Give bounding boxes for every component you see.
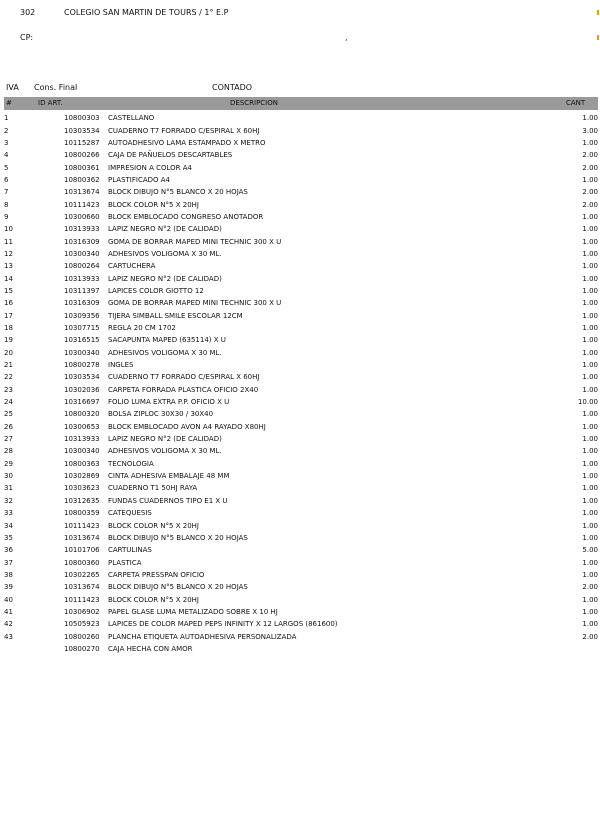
row-number: 41 <box>4 607 13 616</box>
row-description: BLOCK EMBLOCADO AVON A4 RAYADO X80HJ <box>108 422 266 431</box>
column-header-id: ID ART. <box>38 99 63 107</box>
row-number: 10 <box>4 225 13 234</box>
row-article-id: 10115287 <box>64 138 100 147</box>
row-description: CAJA HECHA CON AMOR <box>108 644 193 653</box>
table-row <box>4 285 598 297</box>
row-description: BOLSA ZIPLOC 30X30 / 30X40 <box>108 410 214 419</box>
row-description: AUTOADHESIVO LAMA ESTAMPADO X METRO <box>108 138 266 147</box>
row-article-id: 10316515 <box>64 336 100 345</box>
row-quantity: 1.00 <box>582 262 598 271</box>
row-article-id: 10302036 <box>64 385 100 394</box>
row-article-id: 10311397 <box>64 286 100 295</box>
row-description: CUADERNO T1 50HJ RAYA <box>108 484 198 493</box>
row-article-id: 10303534 <box>64 373 100 382</box>
row-article-id: 10800260 <box>64 632 100 641</box>
row-number: 27 <box>4 435 13 444</box>
row-description: FOLIO LUMA EXTRA P.P. OFICIO X U <box>108 398 230 407</box>
row-article-id: 10800320 <box>64 410 100 419</box>
row-number: 39 <box>4 583 13 592</box>
row-article-id: 10300340 <box>64 447 100 456</box>
row-article-id: 10313674 <box>64 188 100 197</box>
row-number: 18 <box>4 324 13 333</box>
row-quantity: 1.00 <box>582 274 598 283</box>
row-article-id: 10316309 <box>64 299 100 308</box>
row-article-id: 10316697 <box>64 398 100 407</box>
row-quantity: 1.00 <box>582 607 598 616</box>
table-row <box>4 519 598 531</box>
row-description: REGLA 20 CM 1702 <box>108 324 176 333</box>
column-header-cant: CANT <box>566 99 586 107</box>
row-number <box>4 643 64 655</box>
row-quantity: 1.00 <box>582 336 598 345</box>
row-number: 21 <box>4 361 13 370</box>
table-row <box>4 137 598 149</box>
row-article-id: 10300653 <box>64 422 100 431</box>
row-quantity: 1.00 <box>582 311 598 320</box>
school-name: COLEGIO SAN MARTIN DE TOURS / 1° E.P <box>64 8 229 17</box>
row-number: 40 <box>4 595 13 604</box>
row-quantity: 2.00 <box>582 188 598 197</box>
row-description: PAPEL GLASE LUMA METALIZADO SOBRE X 10 HJ <box>108 607 278 616</box>
row-description: LAPICES COLOR GIOTTO 12 <box>108 286 204 295</box>
row-article-id: 10800363 <box>64 459 100 468</box>
row-quantity: 3.00 <box>582 126 598 135</box>
row-number: 32 <box>4 496 13 505</box>
row-number: 5 <box>4 163 9 172</box>
row-article-id: 10800359 <box>64 509 100 518</box>
table-row <box>4 507 598 519</box>
row-description: PLASTICA <box>108 558 142 567</box>
row-article-id: 10800266 <box>64 151 100 160</box>
row-quantity: 1.00 <box>582 521 598 530</box>
row-number: 23 <box>4 385 13 394</box>
table-row <box>4 235 598 247</box>
table-row <box>4 593 598 605</box>
row-quantity: 1.00 <box>582 509 598 518</box>
row-number: 38 <box>4 570 13 579</box>
table-row <box>4 606 598 618</box>
row-quantity: 1.00 <box>582 361 598 370</box>
row-description: ADHESIVOS VOLIGOMA X 30 ML. <box>108 447 222 456</box>
row-quantity: 1.00 <box>582 472 598 481</box>
row-article-id: 10313933 <box>64 225 100 234</box>
table-row <box>4 310 598 322</box>
row-description: CARPETA FORRADA PLASTICA OFICIO 2X40 <box>108 385 259 394</box>
row-number: 33 <box>4 509 13 518</box>
row-quantity: 1.00 <box>582 138 598 147</box>
row-number: 31 <box>4 484 13 493</box>
row-article-id: 10313933 <box>64 274 100 283</box>
row-number: 17 <box>4 311 13 320</box>
row-number: 24 <box>4 398 13 407</box>
row-quantity: 1.00 <box>582 422 598 431</box>
row-article-id: 10800264 <box>64 262 100 271</box>
margin-mark-top <box>597 10 599 15</box>
table-row <box>4 482 598 494</box>
row-article-id: 10800361 <box>64 163 100 172</box>
row-number: 42 <box>4 620 13 629</box>
row-description: CARTULINAS <box>108 546 152 555</box>
row-quantity: 1.00 <box>582 299 598 308</box>
row-quantity: 1.00 <box>582 324 598 333</box>
table-row <box>4 408 598 420</box>
row-article-id: 10300340 <box>64 249 100 258</box>
payment-type: CONTADO <box>212 83 253 92</box>
row-description: TECNOLOGIA <box>108 459 154 468</box>
row-number: 6 <box>4 175 9 184</box>
table-row <box>4 322 598 334</box>
cp-label: CP: <box>20 33 34 42</box>
row-number: 36 <box>4 546 13 555</box>
row-number: 35 <box>4 533 13 542</box>
order-code: 302 <box>20 8 36 17</box>
row-quantity: 2.00 <box>582 200 598 209</box>
row-quantity: 1.00 <box>582 212 598 221</box>
row-number: 19 <box>4 336 13 345</box>
row-article-id: 10800278 <box>64 361 100 370</box>
table-row <box>4 297 598 309</box>
row-quantity: 1.00 <box>582 348 598 357</box>
row-quantity: 1.00 <box>582 225 598 234</box>
table-row <box>4 124 598 136</box>
items-table-body <box>4 112 598 655</box>
row-quantity: 1.00 <box>582 410 598 419</box>
table-row <box>4 186 598 198</box>
row-description: IMPRESION A COLOR A4 <box>108 163 192 172</box>
row-number: 14 <box>4 274 13 283</box>
row-article-id: 10300660 <box>64 212 100 221</box>
row-article-id: 10313933 <box>64 435 100 444</box>
row-number: 30 <box>4 472 13 481</box>
row-description: INGLES <box>108 361 134 370</box>
row-article-id: 10313674 <box>64 583 100 592</box>
row-quantity: 1.00 <box>582 447 598 456</box>
row-description: CATEQUESIS <box>108 509 152 518</box>
row-number: 4 <box>4 151 9 160</box>
row-quantity: 1.00 <box>582 558 598 567</box>
column-header-num: # <box>6 99 12 107</box>
margin-mark-cp <box>597 35 599 40</box>
row-article-id: 10800362 <box>64 175 100 184</box>
row-quantity: 1.00 <box>582 286 598 295</box>
table-row <box>4 211 598 223</box>
row-article-id: 10800270 <box>64 644 100 653</box>
row-number: 34 <box>4 521 13 530</box>
cp-comma: , <box>345 33 348 42</box>
table-row <box>4 581 598 593</box>
table-row <box>4 260 598 272</box>
row-quantity: 1.00 <box>582 385 598 394</box>
row-article-id: 10312635 <box>64 496 100 505</box>
row-article-id: 10302869 <box>64 472 100 481</box>
row-description: TIJERA SIMBALL SMILE ESCOLAR 12CM <box>108 311 243 320</box>
row-quantity: 1.00 <box>582 533 598 542</box>
table-row <box>4 643 598 655</box>
row-number: 28 <box>4 447 13 456</box>
table-row <box>4 149 598 161</box>
table-row <box>4 359 598 371</box>
row-article-id: 10309356 <box>64 311 100 320</box>
row-article-id: 10101706 <box>64 546 100 555</box>
table-row <box>4 174 598 186</box>
row-number: 25 <box>4 410 13 419</box>
row-quantity: 1.00 <box>582 620 598 629</box>
row-number: 1 <box>4 114 9 123</box>
table-row <box>4 198 598 210</box>
row-quantity: 1.00 <box>582 249 598 258</box>
row-quantity: 2.00 <box>582 583 598 592</box>
row-number: 16 <box>4 299 13 308</box>
iva-label: IVA <box>6 83 19 92</box>
row-article-id: 10307715 <box>64 324 100 333</box>
row-number: 7 <box>4 188 9 197</box>
row-description: LAPIZ NEGRO N°2 (DE CALIDAD) <box>108 274 222 283</box>
row-description: BLOCK EMBLOCADO CONGRESO ANOTADOR <box>108 212 264 221</box>
row-description: GOMA DE BORRAR MAPED MINI TECHNIC 300 X U <box>108 237 282 246</box>
row-article-id: 10111423 <box>64 595 100 604</box>
table-row <box>4 223 598 235</box>
row-number: 2 <box>4 126 9 135</box>
row-quantity: 2.00 <box>582 151 598 160</box>
table-row <box>4 630 598 642</box>
table-row <box>4 569 598 581</box>
row-article-id: 10302265 <box>64 570 100 579</box>
row-description: CINTA ADHESIVA EMBALAJE 48 MM <box>108 472 230 481</box>
row-description: PLANCHA ETIQUETA AUTOADHESIVA PERSONALIZADA <box>108 632 297 641</box>
items-table <box>4 112 598 655</box>
table-row <box>4 544 598 556</box>
row-quantity: 1.00 <box>582 459 598 468</box>
row-quantity: 1.00 <box>582 175 598 184</box>
row-number: 13 <box>4 262 13 271</box>
row-number: 8 <box>4 200 9 209</box>
table-row <box>4 618 598 630</box>
row-quantity: 2.00 <box>582 163 598 172</box>
table-row <box>4 347 598 359</box>
table-row <box>4 445 598 457</box>
row-description: BLOCK COLOR N°5 X 20HJ <box>108 521 199 530</box>
row-number: 15 <box>4 286 13 295</box>
row-number: 37 <box>4 558 13 567</box>
row-number: 12 <box>4 249 13 258</box>
row-description: CARTUCHERA <box>108 262 156 271</box>
row-article-id: 10306902 <box>64 607 100 616</box>
row-description: CUADERNO T7 FORRADO C/ESPIRAL X 60HJ <box>108 373 260 382</box>
table-row <box>4 470 598 482</box>
table-row <box>4 334 598 346</box>
row-article-id: 10111423 <box>64 200 100 209</box>
row-description: BLOCK COLOR N°5 X 20HJ <box>108 595 199 604</box>
table-row <box>4 112 598 124</box>
row-quantity: 1.00 <box>582 570 598 579</box>
table-row <box>4 248 598 260</box>
iva-value: Cons. Final <box>34 83 78 92</box>
row-quantity: 1.00 <box>582 435 598 444</box>
row-number: 11 <box>4 237 13 246</box>
row-description: LAPIZ NEGRO N°2 (DE CALIDAD) <box>108 435 222 444</box>
row-description: LAPICES DE COLOR MAPED PEPS INFINITY X 12 LARGOS (861600) <box>108 620 338 629</box>
column-header-bar <box>4 97 598 110</box>
row-description: BLOCK DIBUJO N°5 BLANCO X 20 HOJAS <box>108 583 248 592</box>
table-row <box>4 396 598 408</box>
row-article-id: 10505923 <box>64 620 100 629</box>
table-row <box>4 371 598 383</box>
row-article-id: 10313674 <box>64 533 100 542</box>
table-row <box>4 458 598 470</box>
table-row <box>4 421 598 433</box>
table-row <box>4 161 598 173</box>
row-article-id: 10303623 <box>64 484 100 493</box>
row-quantity: 2.00 <box>582 632 598 641</box>
row-description: BLOCK DIBUJO N°5 BLANCO X 20 HOJAS <box>108 188 248 197</box>
row-article-id: 10111423 <box>64 521 100 530</box>
row-number: 9 <box>4 212 9 221</box>
row-quantity <box>548 643 598 655</box>
column-header-desc: DESCRIPCION <box>230 99 278 107</box>
table-row <box>4 532 598 544</box>
row-number: 20 <box>4 348 13 357</box>
row-quantity: 5.00 <box>582 546 598 555</box>
row-article-id: 10303534 <box>64 126 100 135</box>
row-article-id: 10316309 <box>64 237 100 246</box>
row-quantity: 1.00 <box>582 373 598 382</box>
row-description: FUNDAS CUADERNOS TIPO E1 X U <box>108 496 228 505</box>
row-description: CUADERNO T7 FORRADO C/ESPIRAL X 60HJ <box>108 126 260 135</box>
table-row <box>4 495 598 507</box>
row-description: CAJA DE PAÑUELOS DESCARTABLES <box>108 151 233 160</box>
row-quantity: 1.00 <box>582 114 598 123</box>
row-quantity: 1.00 <box>582 496 598 505</box>
table-row <box>4 384 598 396</box>
row-number: 22 <box>4 373 13 382</box>
row-number: 29 <box>4 459 13 468</box>
row-quantity: 1.00 <box>582 237 598 246</box>
table-row <box>4 272 598 284</box>
table-row <box>4 556 598 568</box>
table-row <box>4 433 598 445</box>
row-article-id: 10800360 <box>64 558 100 567</box>
row-article-id: 10300340 <box>64 348 100 357</box>
row-number: 43 <box>4 632 13 641</box>
row-description: ADHESIVOS VOLIGOMA X 30 ML. <box>108 348 222 357</box>
row-number: 3 <box>4 138 9 147</box>
row-quantity: 1.00 <box>582 484 598 493</box>
row-description: GOMA DE BORRAR MAPED MINI TECHNIC 300 X U <box>108 299 282 308</box>
row-description: SACAPUNTA MAPED (635114) X U <box>108 336 226 345</box>
row-description: PLASTIFICADO A4 <box>108 175 170 184</box>
row-description: CARPETA PRESSPAN OFICIO <box>108 570 205 579</box>
row-description: LAPIZ NEGRO N°2 (DE CALIDAD) <box>108 225 222 234</box>
row-quantity: 10.00 <box>577 398 598 407</box>
row-description: BLOCK COLOR N°5 X 20HJ <box>108 200 199 209</box>
row-description: ADHESIVOS VOLIGOMA X 30 ML. <box>108 249 222 258</box>
row-article-id: 10800303 <box>64 114 100 123</box>
row-number: 26 <box>4 422 13 431</box>
row-quantity: 1.00 <box>582 595 598 604</box>
row-description: BLOCK DIBUJO N°5 BLANCO X 20 HOJAS <box>108 533 248 542</box>
row-description: CASTELLANO <box>108 114 155 123</box>
